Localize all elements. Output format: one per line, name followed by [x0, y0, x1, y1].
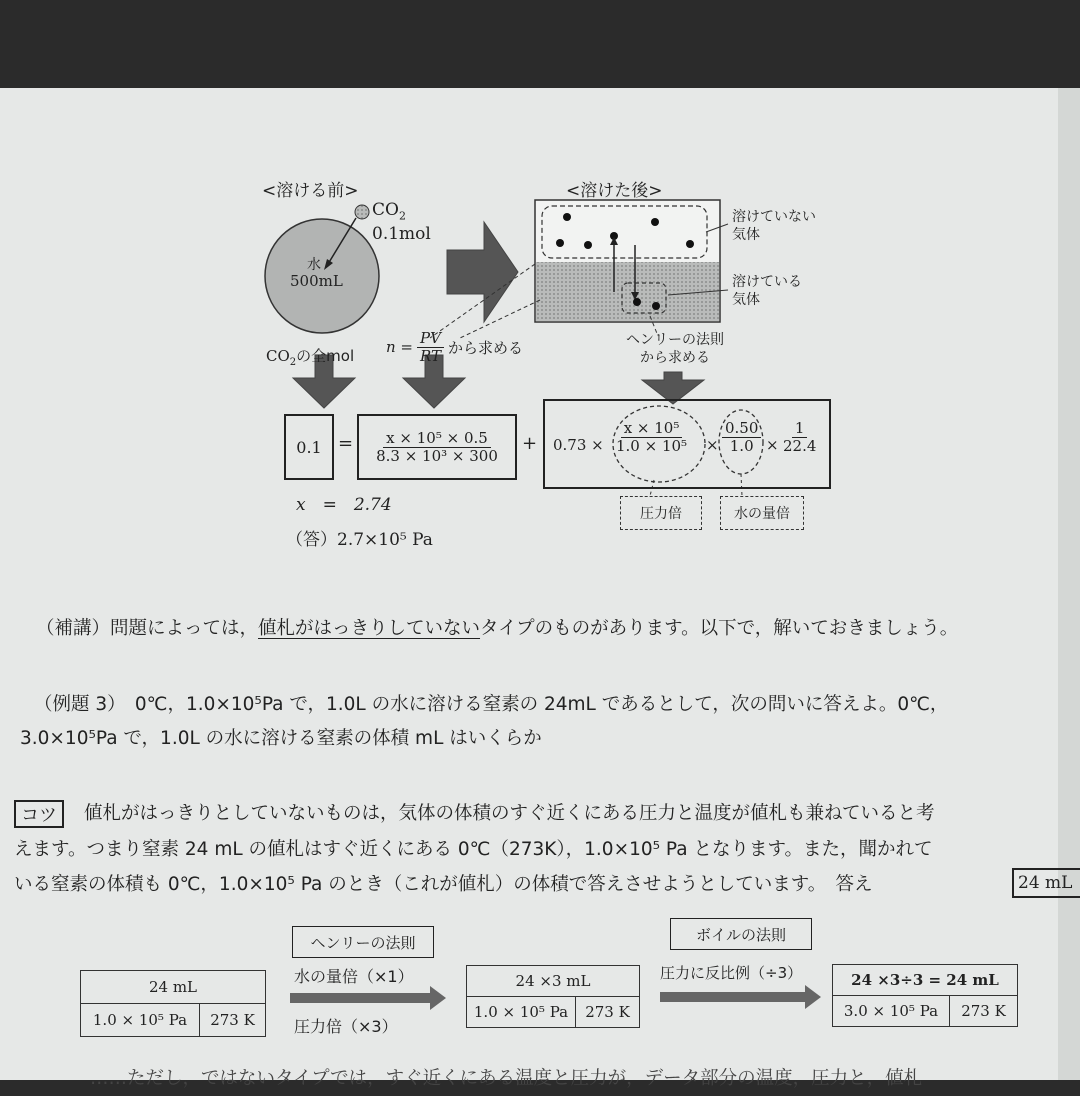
undissolved-label: 溶けていない 気体 [732, 209, 816, 243]
pressure-mult-label: 圧力倍（×3） [294, 1017, 398, 1036]
water-label: 水 [307, 257, 321, 273]
box3-right: 273 K [949, 995, 1018, 1027]
supplement-text: （補講）問題によっては，値札がはっきりしていないタイプのものがあります。以下で，解いておきましょう。 [36, 618, 959, 639]
kotsu-label: コツ [14, 800, 64, 828]
water-mult-label: 水の量倍（×1） [294, 967, 414, 986]
inverse-label: 圧力に反比例（÷3） [660, 964, 803, 982]
henry-law-label: ヘンリーの法則 [292, 926, 434, 958]
frac2: $\frac{\text{x × 10⁵}}{\text{1.0 × 10⁵}}$ [616, 419, 688, 455]
example-line-2: 3.0×10⁵Pa で，1.0L の水に溶ける窒素の体積 mL はいくらか [20, 728, 542, 749]
water-ratio-label: 水の量倍 [720, 496, 804, 530]
flow-arrow-2 [660, 985, 821, 1009]
frac3: $\frac{0.50}{1.0}$ [722, 420, 761, 454]
box3-left: 3.0 × 10⁵ Pa [832, 995, 950, 1027]
box3-top: 24 ×3÷3 = 24 mL [832, 964, 1018, 996]
bottom-cut-line: ……ただし，ではないタイプでは，すぐ近くにある温度と圧力が，データ部分の温度，圧力と，値札 [90, 1068, 923, 1089]
co2-total-label: $CO_2$の全mol [266, 347, 355, 368]
ideal-gas-box [357, 414, 517, 480]
answer-box: 24 mL [1012, 868, 1080, 898]
times-2: × [766, 436, 779, 454]
frac4: $\frac{1}{22.4}$ [783, 419, 817, 455]
box2-right: 273 K [575, 996, 640, 1028]
n-equation: n = $\frac{PV}{RT}$ から求める [386, 329, 524, 365]
x-result: x = 2.74 [296, 495, 392, 515]
box2-top: 24 ×3 mL [466, 965, 640, 997]
box2-left: 1.0 × 10⁵ Pa [466, 996, 576, 1028]
flow-arrow-1 [290, 986, 446, 1010]
boyle-law-label: ボイルの法則 [670, 918, 812, 950]
tip-line-1: 値札がはっきりとしていないものは，気体の体積のすぐ近くにある圧力と温度が値札も兼ねていると考 [84, 803, 935, 824]
times-1: × [706, 436, 719, 454]
tip-line-3: いる窒素の体積も 0℃，1.0×10⁵ Pa のとき（これが値札）の体積で答えさせようとしています。 答え [14, 874, 873, 895]
before-label: <溶ける前> [262, 181, 359, 201]
lhs-box: 0.1 [284, 414, 334, 480]
coef: 0.73 × [553, 436, 604, 454]
co2-dot [355, 205, 369, 219]
pressure-ratio-label: 圧力倍 [620, 496, 702, 530]
co2-mol: 0.1mol [372, 224, 431, 244]
frac1-num: x × 10⁵ × 0.5 [383, 430, 491, 448]
example-line-1: （例題 3） 0℃，1.0×10⁵Pa で，1.0L の水に溶ける窒素の 24mL であるとして，次の問いに答えよ。0℃， [34, 694, 949, 715]
equals-sign: = [338, 433, 354, 454]
water-volume: 500mL [290, 272, 343, 290]
answer: （答）2.7×10⁵ Pa [286, 530, 433, 550]
henry-label: ヘンリーの法則 から求める [626, 332, 724, 366]
co2-label: $CO_2$ [372, 200, 406, 223]
water-layer [536, 262, 719, 321]
box1-top: 24 mL [80, 970, 266, 1004]
frac1-den: 8.3 × 10³ × 300 [376, 446, 498, 465]
big-right-arrow [447, 222, 518, 322]
plus-sign: + [522, 433, 538, 454]
dissolved-label: 溶けている 気体 [732, 274, 802, 308]
after-label: <溶けた後> [566, 181, 663, 201]
box1-right: 273 K [199, 1003, 266, 1037]
box1-left: 1.0 × 10⁵ Pa [80, 1003, 200, 1037]
tip-line-2: えます。つまり窒素 24 mL の値札はすぐ近くにある 0℃（273K），1.0×10⁵ Pa となります。また，聞かれて [14, 839, 933, 860]
